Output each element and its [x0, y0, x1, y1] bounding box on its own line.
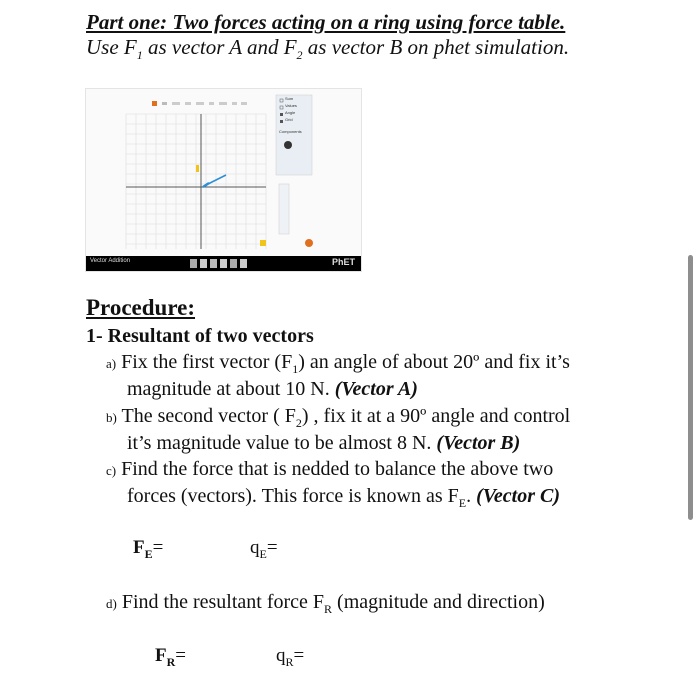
qe-sub: E	[259, 546, 267, 561]
item-b-line1-post: ) , fix it at a 90º angle and control	[301, 405, 571, 427]
item-b-line1	[106, 405, 570, 431]
item-c-line2-em: (Vector C)	[476, 485, 561, 507]
section-heading: 1- Resultant of two vectors	[86, 325, 314, 347]
item-c-line1	[106, 458, 553, 481]
item-c-line2-mid: .	[466, 485, 477, 507]
qr-answer	[276, 645, 304, 670]
item-d-text-post: (magnitude and direction)	[332, 591, 545, 613]
components-label: Components	[279, 129, 302, 134]
components-toggle	[284, 141, 292, 149]
marker	[196, 165, 199, 172]
qe-eq: =	[266, 537, 278, 558]
grid	[126, 114, 266, 249]
qr-symbol: q	[276, 645, 286, 666]
fe-eq: =	[152, 537, 164, 558]
sim-footer-label: Vector Addition	[90, 258, 131, 264]
item-d-text-sub: R	[324, 602, 333, 616]
item-b-line2	[127, 432, 520, 455]
fr-eq: =	[175, 645, 186, 666]
item-a-line1-pre: Fix the first vector (F	[116, 351, 293, 373]
reset-button-icon	[305, 239, 313, 247]
fr-sub: R	[166, 654, 176, 669]
fr-symbol: F	[155, 645, 167, 666]
procedure-heading: Procedure:	[86, 295, 196, 320]
checkbox-label-grid: Grid	[285, 117, 293, 122]
subtitle-sub1: 1	[136, 48, 143, 63]
reset-marker	[260, 240, 266, 246]
item-a-line2	[127, 378, 418, 401]
item-c-line1-text: Find the force that is nedded to balance the above two	[116, 458, 554, 480]
fe-symbol: F	[133, 537, 145, 558]
phet-brand: PhET	[332, 257, 356, 267]
qe-symbol: q	[250, 537, 260, 558]
fe-answer	[133, 537, 163, 562]
subtitle-pre: Use F	[86, 35, 137, 59]
item-d-label: d)	[106, 596, 117, 611]
qr-eq: =	[293, 645, 305, 666]
subtitle-mid: as vector A and F	[142, 35, 297, 59]
item-d-line	[106, 591, 545, 617]
item-c-line2-sub: E	[458, 496, 467, 510]
subtitle-post: as vector B on phet simulation.	[302, 35, 570, 59]
qe-answer	[250, 537, 278, 562]
item-c-label: c)	[106, 463, 117, 478]
vector-ring	[203, 183, 209, 187]
subtitle-sub2: 2	[296, 48, 303, 63]
item-a-line1-post: ) an angle of about 20º and fix it’s	[298, 351, 570, 373]
item-d-text-pre: Find the resultant force F	[116, 591, 325, 613]
item-a-label: a)	[106, 356, 117, 371]
item-a-line2-em: (Vector A)	[334, 378, 418, 400]
page-subtitle	[86, 35, 569, 63]
checkbox-label-angle: Angle	[285, 110, 296, 115]
item-b-label: b)	[106, 410, 117, 425]
item-a-line1	[106, 351, 570, 377]
item-c-line2	[127, 485, 560, 511]
checkbox-label-sum: Sum	[285, 96, 294, 101]
item-a-line2-pre: magnitude at about 10 N.	[127, 378, 335, 400]
item-b-line1-sub: 2	[295, 416, 302, 430]
item-b-line1-pre: The second vector ( F	[116, 405, 296, 427]
fr-answer	[155, 645, 186, 670]
phet-simulation-screenshot	[85, 88, 362, 272]
item-c-line2-pre: forces (vectors). This force is known as F	[127, 485, 459, 507]
page-title: Part one: Two forces acting on a ring using force table.	[86, 10, 566, 34]
simulation-canvas	[86, 89, 361, 271]
scrollbar-thumb[interactable]	[688, 255, 693, 520]
vector-bucket	[279, 184, 289, 234]
qr-sub: R	[285, 654, 294, 669]
item-b-line2-pre: it’s magnitude value to be almost 8 N.	[127, 432, 437, 454]
toolbar-icons	[152, 101, 247, 106]
item-b-line2-em: (Vector B)	[436, 432, 521, 454]
checkbox-label-values: Values	[285, 103, 297, 108]
fe-sub: E	[144, 546, 153, 561]
item-a-line1-sub: 1	[292, 362, 299, 376]
